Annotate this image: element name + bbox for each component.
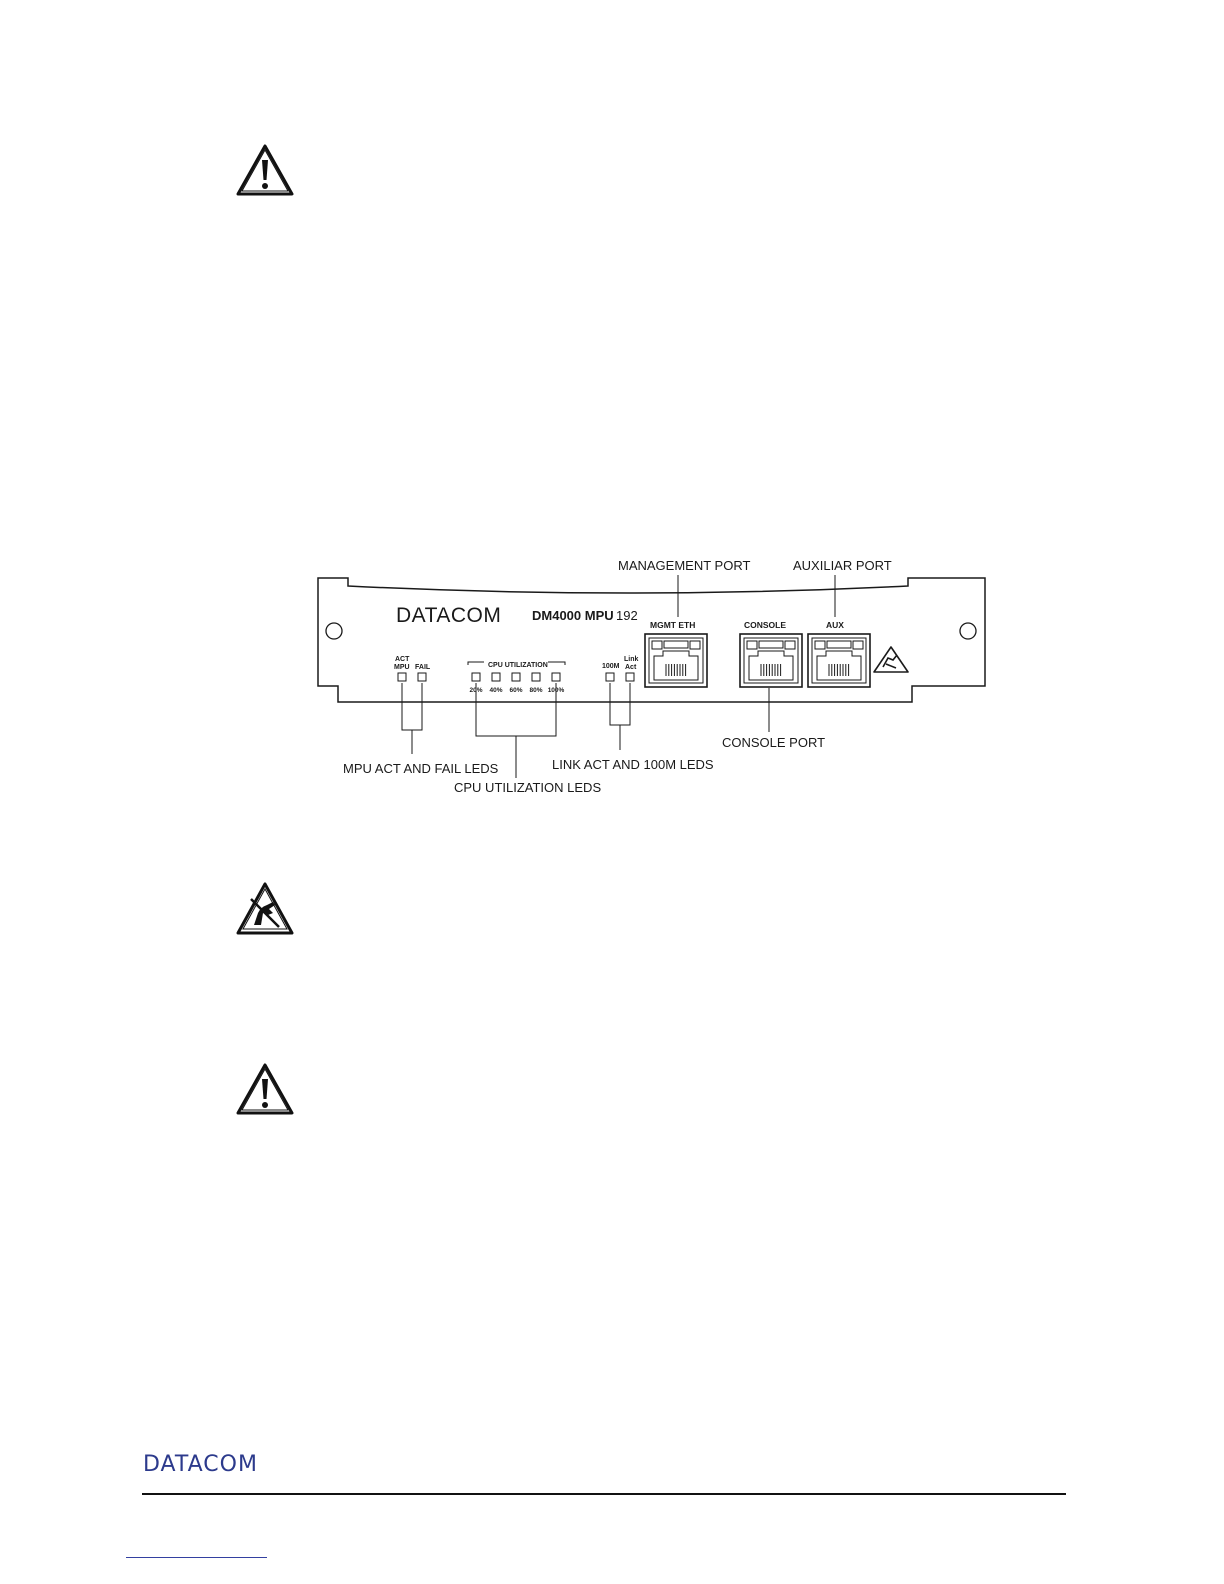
esd-icon [235,881,295,937]
label-act: ACT [395,656,410,663]
warning-icon [235,143,295,197]
footer-link-underline [126,1557,267,1558]
panel-model: DM4000 MPU [532,608,614,623]
panel-brand: DATACOM [396,604,502,627]
label-aux: AUX [826,620,844,630]
link-leds-callout: LINK ACT AND 100M LEDS [552,757,714,772]
cpu-leds-callout: CPU UTILIZATION LEDS [454,780,602,795]
cpu-level-label: 20% [469,687,483,694]
label-mpu: MPU [394,664,410,671]
label-cpu-utilization: CPU UTILIZATION [488,662,548,669]
label-act-small: Act [625,664,637,671]
auxiliar-port-callout: AUXILIAR PORT [793,558,892,573]
console-port-callout: CONSOLE PORT [722,735,826,750]
label-100m: 100M [602,663,620,670]
warning-icon [235,1062,295,1116]
cpu-level-label: 80% [529,687,543,694]
label-fail: FAIL [415,664,431,671]
footer-divider [142,1493,1066,1495]
label-console: CONSOLE [744,620,787,630]
label-link: Link [624,656,639,663]
management-port-callout: MANAGEMENT PORT [618,558,751,573]
cpu-level-label: 40% [489,687,503,694]
mpu-front-panel-diagram [300,540,1000,800]
label-mgmt-eth: MGMT ETH [650,620,696,630]
panel-model-suffix: 192 [616,608,638,623]
cpu-level-label: 60% [509,687,523,694]
cpu-level-label: 100% [547,687,565,694]
footer-logo: DATACOM [143,1452,258,1477]
mpu-leds-callout: MPU ACT AND FAIL LEDS [343,761,499,776]
